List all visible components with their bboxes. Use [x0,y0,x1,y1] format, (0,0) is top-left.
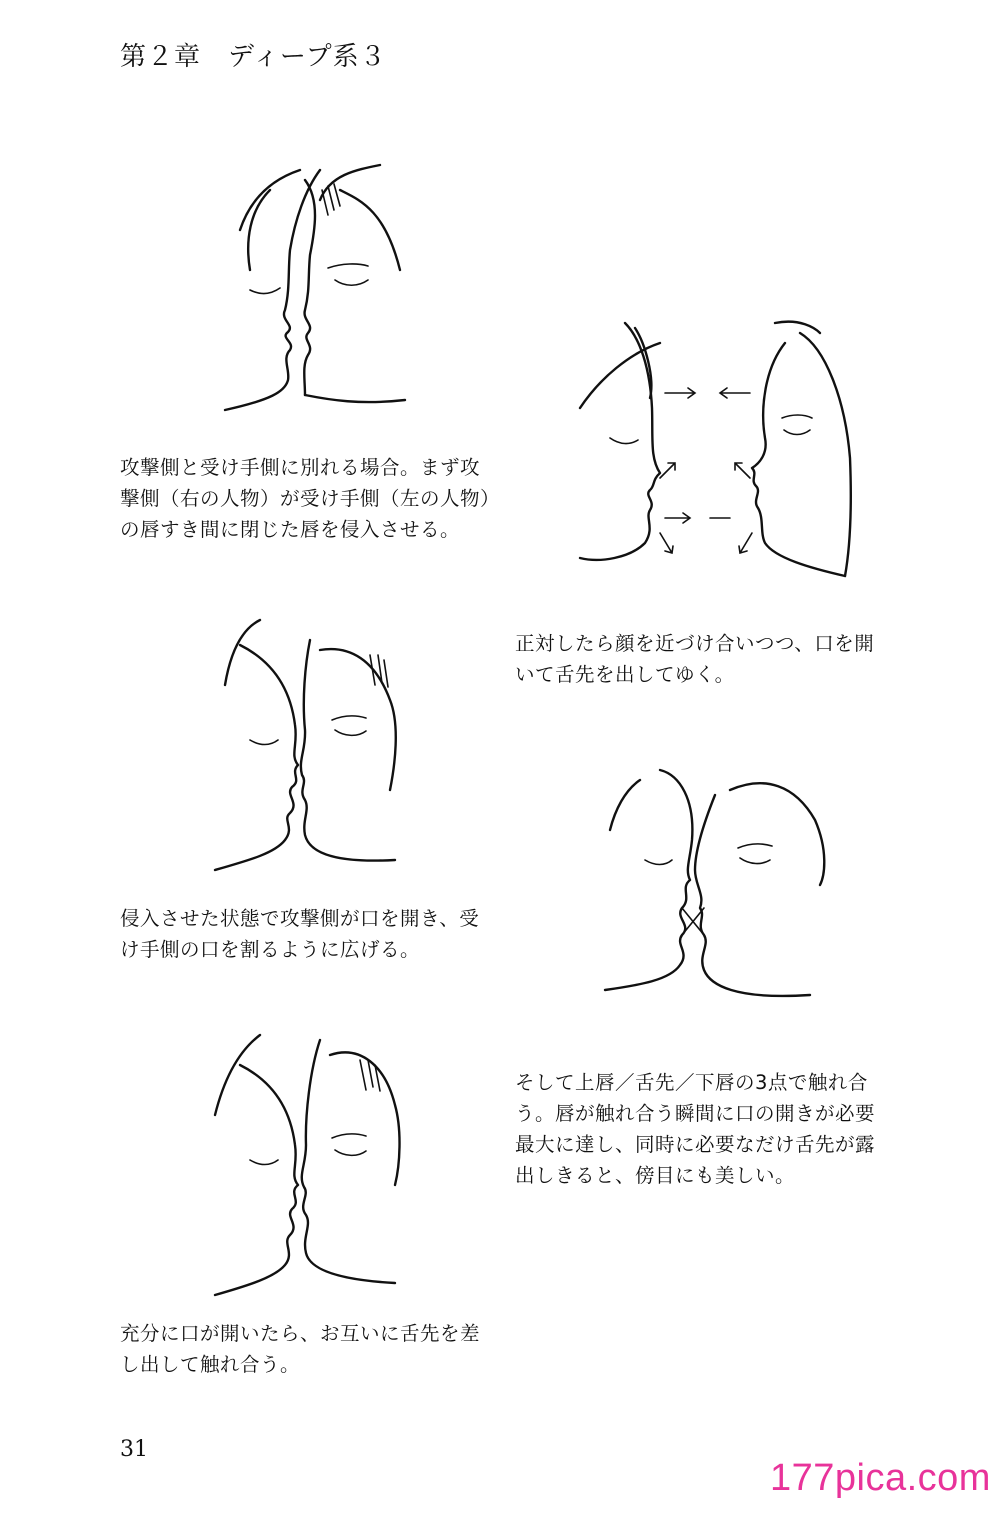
caption-step-2: 正対したら顔を近づけ合いつつ、口を開 いて舌先を出してゆく。 [515,632,875,686]
caption-step-3: 侵入させた状態で攻撃側が口を開き、受 け手側の口を割るように広げる。 [120,907,480,961]
caption-step-5: 充分に口が開いたら、お互いに舌先を差 し出して触れ合う。 [120,1322,481,1376]
kiss-illustration-2 [560,318,860,588]
kiss-illustration-5 [210,1025,410,1305]
kiss-illustration-3 [210,615,410,875]
page-number: 31 [120,1437,148,1462]
caption-step-1: 攻撃側と受け手側に別れる場合。まず攻 撃側（右の人物）が受け手側（左の人物） の唇すき間に閉じた唇を侵入させる。 [120,456,501,541]
caption-step-4: そして上唇／舌先／下唇の3点で触れ合 う。唇が触れ合う瞬間に口の開きが必要 最大に達し、同時に必要なだけ舌先が露 出しきると、傍目にも美しい。 [515,1071,876,1187]
kiss-illustration-1 [210,160,410,420]
kiss-illustration-4 [600,760,830,1025]
chapter-heading: 第２章 ディープ系３ [120,42,387,72]
site-watermark: 177pica.com [770,1457,991,1499]
